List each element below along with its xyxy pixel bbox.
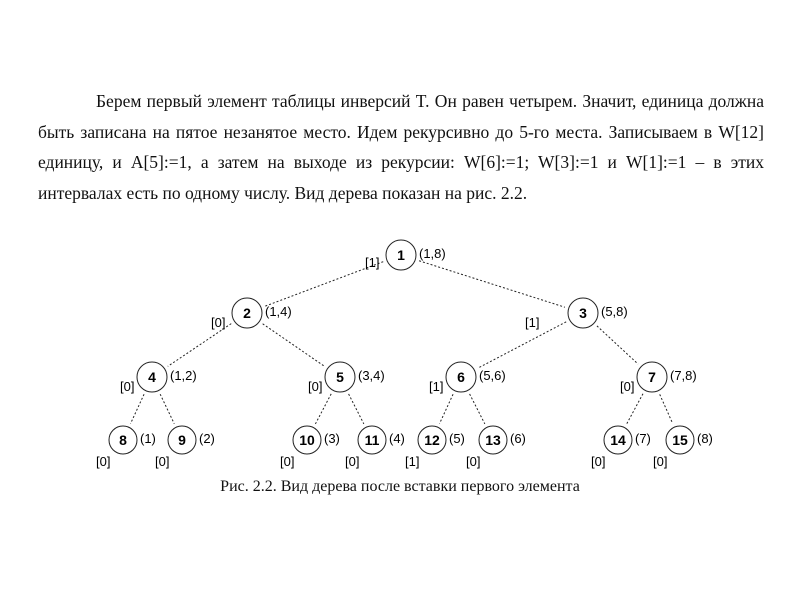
tree-node-13 [466,426,526,469]
tree-node-2 [211,298,292,330]
tree-node-9 [155,426,215,469]
node-w-value-15: [0] [653,454,668,469]
node-interval-1: (1,8) [419,246,446,261]
node-interval-3: (5,8) [601,304,628,319]
node-number-15: 15 [672,432,688,448]
tree-node-7 [620,362,697,394]
node-interval-8: (1) [140,431,156,446]
node-interval-4: (1,2) [170,368,197,383]
node-interval-13: (6) [510,431,526,446]
tree-edge-4-9 [160,394,174,424]
node-w-value-7: [0] [620,379,635,394]
tree-edge-5-11 [349,394,364,424]
tree-edge-2-5 [263,324,325,366]
tree-node-8 [96,426,156,469]
tree-edge-4-8 [131,394,145,423]
node-interval-5: (3,4) [358,368,385,383]
node-number-4: 4 [148,369,156,385]
node-w-value-9: [0] [155,454,170,469]
node-w-value-10: [0] [280,454,295,469]
tree-node-15 [653,426,713,469]
node-number-12: 12 [424,432,440,448]
node-number-1: 1 [397,247,405,263]
tree-edge-5-10 [315,394,331,424]
node-w-value-12: [1] [405,454,420,469]
body-paragraph: Берем первый элемент таблицы инверсий T. Он равен четырем. Значит, единица должна быть записана на пятое незанятое место. Идем рекурсивно до 5-го места. Записываем в W[12] единицу, и A[5]:=1, а затем на выходе из рекурсии: W[6]:=1; W[3]:=1 и W[1]:=1 – в этих интервалах есть по одному числу. Вид дерева показан на рис. 2.2. [38,91,764,203]
node-number-9: 9 [178,432,186,448]
node-w-value-1: [1] [365,255,380,270]
node-number-14: 14 [610,432,626,448]
tree-edge-7-14 [627,394,643,424]
tree-edge-1-3 [419,261,565,307]
tree-node-4 [120,362,197,394]
tree-node-11 [345,426,405,469]
node-interval-6: (5,6) [479,368,506,383]
node-interval-12: (5) [449,431,465,446]
node-interval-11: (4) [389,431,405,446]
node-number-7: 7 [648,369,656,385]
node-interval-10: (3) [324,431,340,446]
tree-node-5 [308,362,385,394]
figure-caption: Рис. 2.2. Вид дерева после вставки первого элемента [220,478,580,495]
node-w-value-3: [1] [525,315,540,330]
tree-node-10 [280,426,340,469]
node-number-8: 8 [119,432,127,448]
node-interval-2: (1,4) [265,304,292,319]
node-number-10: 10 [299,432,315,448]
tree-edge-2-4 [168,324,231,367]
tree-node-3 [525,298,628,330]
node-w-value-6: [1] [429,379,444,394]
tree-node-14 [591,426,651,469]
tree-edge-6-12 [440,394,454,423]
node-number-13: 13 [485,432,501,448]
node-number-6: 6 [457,369,465,385]
tree-edge-3-7 [597,326,638,364]
tree-edge-6-13 [470,394,485,424]
tree-node-6 [429,362,506,394]
node-number-11: 11 [364,432,380,448]
tree-edge-7-15 [660,394,673,423]
node-w-value-13: [0] [466,454,481,469]
tree-node-12 [405,426,465,469]
node-interval-15: (8) [697,431,713,446]
node-number-3: 3 [579,305,587,321]
node-w-value-8: [0] [96,454,111,469]
tree-node-1 [365,240,446,270]
node-w-value-14: [0] [591,454,606,469]
node-w-value-11: [0] [345,454,360,469]
tree-edge-3-6 [478,322,566,368]
node-interval-7: (7,8) [670,368,697,383]
node-interval-9: (2) [199,431,215,446]
node-interval-14: (7) [635,431,651,446]
node-w-value-2: [0] [211,315,226,330]
node-w-value-4: [0] [120,379,135,394]
node-number-5: 5 [336,369,344,385]
node-number-2: 2 [243,305,251,321]
node-w-value-5: [0] [308,379,323,394]
